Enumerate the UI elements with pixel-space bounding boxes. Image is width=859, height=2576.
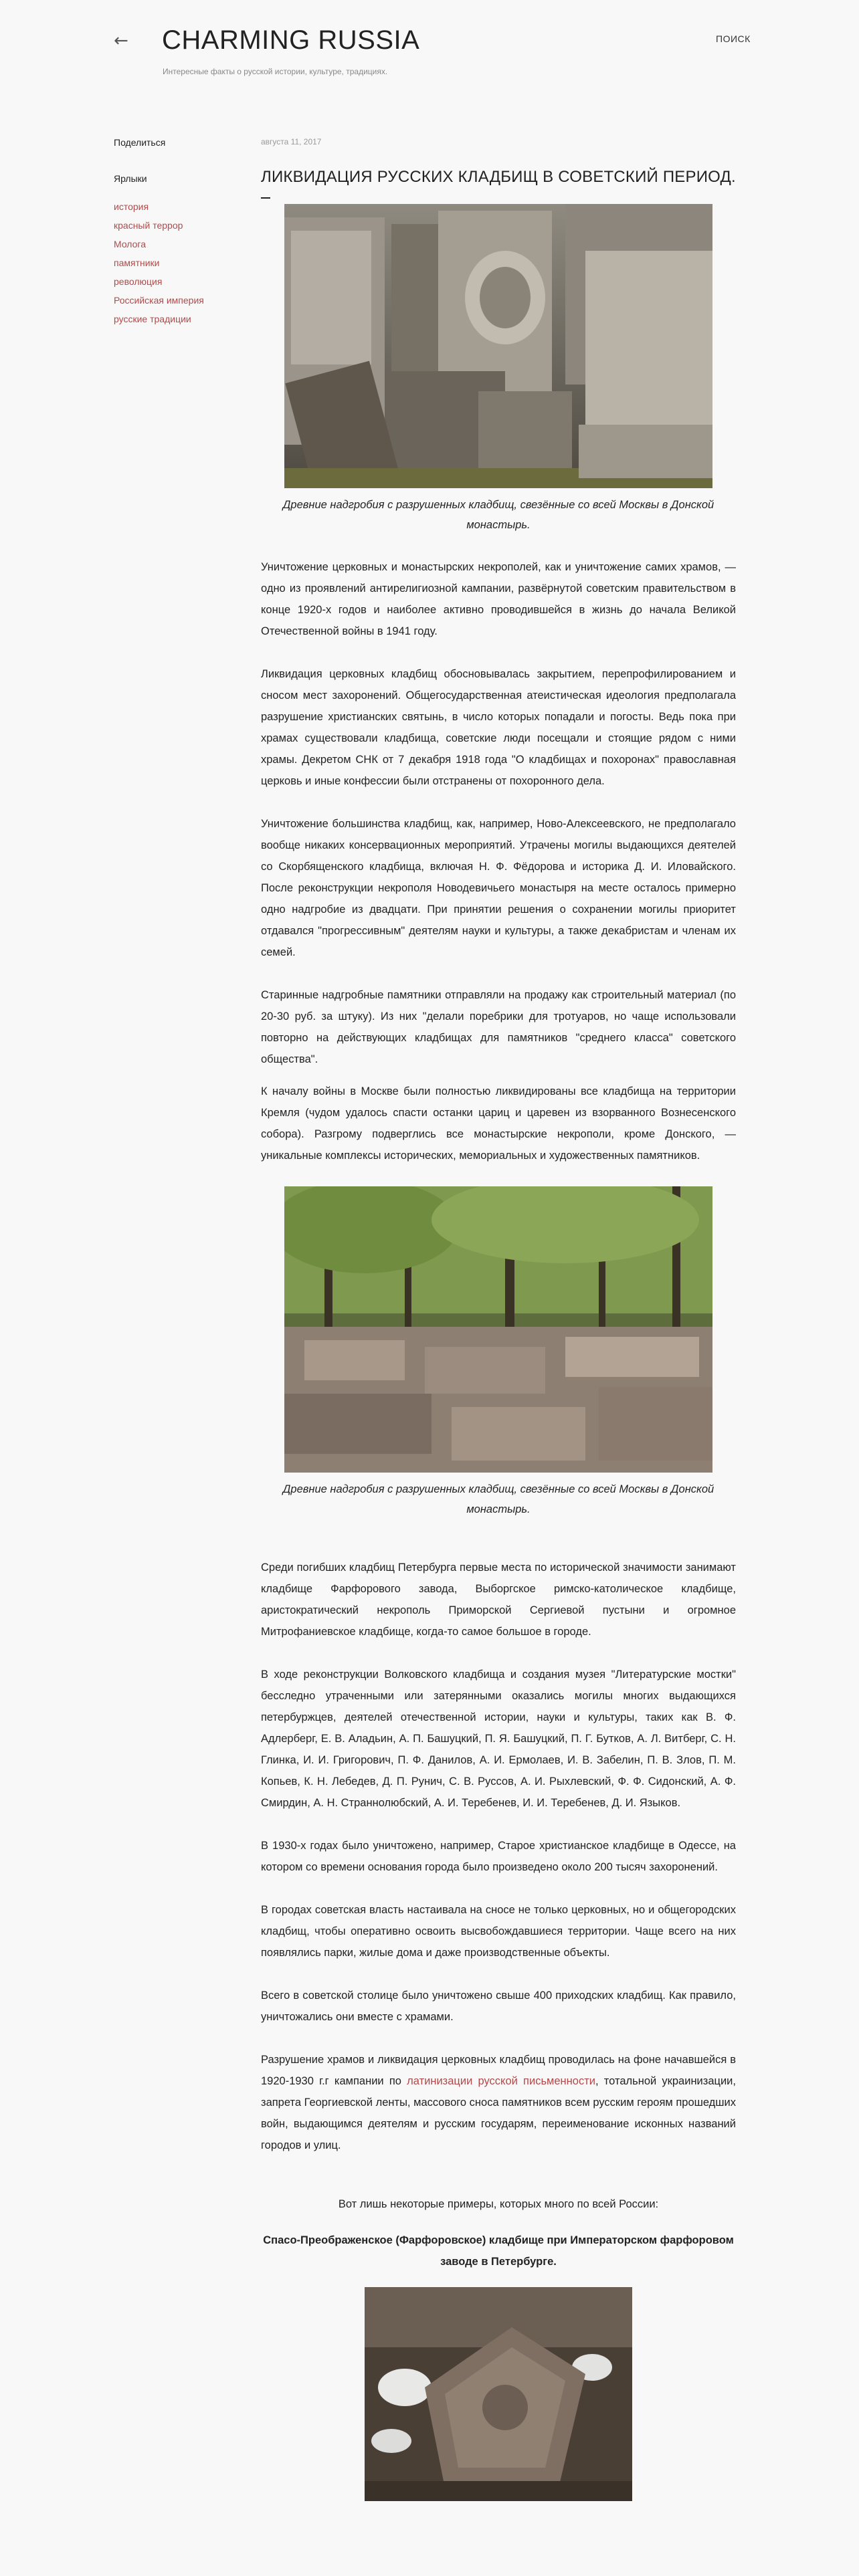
label-list (114, 197, 248, 328)
tombstones-photo-2[interactable] (284, 1186, 712, 1473)
paragraph-text: Разрушение храмов и ликвидация церковных кладбищ проводилась на фоне начавшейся в 1920-1930 г.г кампании по (261, 2054, 736, 2087)
site-title[interactable]: CHARMING RUSSIA (162, 25, 420, 55)
search-button[interactable]: ПОИСК (716, 33, 751, 44)
figure-3 (261, 2287, 736, 2501)
label-link[interactable]: история (114, 201, 149, 212)
paragraph: В ходе реконструкции Волковского кладбища и создания музея "Литературские мостки" бесследно утраченными или затерянными оказались могилы многих выдающихся петербуржцев, деятелей отечественной истории, науки и культуры, таких как В. Ф. Адлерберг, Е. В. Аладьин, А. П. Башуцкий, П. Я. Башуцкий, П. Г. Бутков, А. Л. Витберг, С. Н. Глинка, И. И. Григорович, П. Ф. Данилов, А. И. Ермолаев, И. В. Забелин, П. В. Злов, П. М. Копьев, К. Н. Лебедев, Д. П. Рунич, С. В. Руссов, А. И. Рыхлевский, Ф. Ф. Сидонский, А. Ф. Смирдин, А. Н. Страннолюбский, А. И. Теребенев, И. И. Теребенев, Д. И. Языков. (261, 1669, 736, 1809)
paragraph: Ликвидация церковных кладбищ обосновывалась закрытием, перепрофилированием и сносом мест захоронений. Общегосударственная атеистическая идеология предполагала разрушение христианских святынь, в число которых попадали и погосты. Ведь пока при храмах существовали кладбища, советские люди посещали и стоящие рядом с ними храмы. Декретом СНК от 7 декабря 1918 года "О кладбищах и похоронах" православная церковь и иные конфессии были отстранены от похоронного дела. (261, 668, 736, 787)
paragraph-with-link (261, 2049, 736, 2156)
paragraph: Уничтожение большинства кладбищ, как, например, Ново-Алексеевского, не предполагало вообще никаких консервационных мероприятий. Утрачены могилы выдающихся деятелей со Скорбященского кладбища, включая Н. Ф. Фёдорова и историка Д. И. Иловайского. После реконструкции некрополя Новодевичьего монастыря на месте осталось примерно одно надгробие из двадцати. При принятии решения о сохранении могилы приоритет отдавался "прогрессивным" деятелям науки и культуры, а также декабристам и членам их семей. (261, 818, 736, 958)
sidebar (114, 137, 248, 328)
figure-2 (261, 1186, 736, 1519)
blog-post (261, 137, 736, 2501)
paragraph: Среди погибших кладбищ Петербурга первые места по исторической значимости занимают кладбище Фарфорового завода, Выборгское римско-католическое кладбище, аристократический некрополь Приморской Сергиевой пустыни и огромное Митрофаниевское кладбище, когда-то самое большое в городе. (261, 1562, 736, 1638)
section-heading: Спасо-Преображенское (Фарфоровское) кладбище при Императорском фарфоровом заводе в Петербурге. (263, 2234, 734, 2268)
figure-1 (261, 204, 736, 535)
label-link[interactable]: красный террор (114, 220, 183, 231)
label-link[interactable]: памятники (114, 257, 160, 268)
post-date[interactable]: августа 11, 2017 (261, 137, 322, 146)
paragraph: Всего в советской столице было уничтожено свыше 400 приходских кладбищ. Как правило, уничтожались они вместе с храмами. (261, 1990, 736, 2023)
tombstone-photo-3[interactable] (365, 2287, 632, 2501)
image-caption: Древние надгробия с разрушенных кладбищ, свезённые со всей Москвы в Донской монастырь. (282, 499, 714, 531)
paragraph-text: , тотальной украинизации, запрета Георгиевской ленты, массового сноса памятников всем русским героям прошедших войн, выдающимся деятелям и русским государям, переименование исконных названий городов и улиц. (261, 2075, 736, 2151)
paragraph: В 1930-х годах было уничтожено, например, Старое христианское кладбище в Одессе, на котором со времени основания города было произведено около 200 тысяч захоронений. (261, 1840, 736, 1873)
share-button[interactable]: Поделиться (114, 137, 166, 148)
site-description: Интересные факты о русской истории, культуре, традициях. (163, 67, 388, 76)
tombstones-photo-1[interactable] (284, 204, 712, 488)
paragraph: Старинные надгробные памятники отправляли на продажу как строительный материал (по 20-30 руб. за штуку). Из них "делали поребрики для тротуаров, но чаще использовали повторно на действующих кладбищах для памятников "среднего класса" советского общества". (261, 989, 736, 1065)
paragraph: В городах советская власть настаивала на сносе не только церковных, но и общегородских кладбищ, чтобы оперативно освоить высвобождавшиеся территории. Чаще всего на них появлялись парки, жилые дома и даже производственные объекты. (261, 1904, 736, 1959)
label-link[interactable]: революция (114, 276, 163, 287)
latinization-link[interactable]: латинизации русской письменности (407, 2075, 595, 2087)
image-caption: Древние надгробия с разрушенных кладбищ, свезённые со всей Москвы в Донской монастырь. (282, 1483, 714, 1515)
back-arrow-icon[interactable]: ← (114, 31, 128, 51)
label-link[interactable]: русские традиции (114, 314, 191, 324)
blog-header (0, 0, 859, 94)
paragraph: Уничтожение церковных и монастырских некрополей, как и уничтожение самих храмов, — одно из проявлений антирелигиозной кампании, развёрнутой советским правительством в конце 1920-х годов и наиболее активно проводившейся в жизнь до начала Великой Отечественной войны в 1941 году. (261, 561, 736, 637)
paragraph: К началу войны в Москве были полностью ликвидированы все кладбища на территории Кремля (чудом удалось спасти останки цариц и царевен из взорванного Вознесенского собора). Разгрому подверглись все монастырские некрополи, кроме Донского, — уникальные комплексы исторических, мемориальных и художественных памятников. (261, 1085, 736, 1162)
label-link[interactable]: Российская империя (114, 295, 204, 306)
label-link[interactable]: Молога (114, 239, 146, 249)
post-title: ЛИКВИДАЦИЯ РУССКИХ КЛАДБИЩ В СОВЕТСКИЙ ПЕРИОД. (261, 168, 736, 186)
labels-heading: Ярлыки (114, 173, 147, 184)
examples-intro: Вот лишь некоторые примеры, которых много по всей России: (338, 2198, 659, 2210)
title-divider (261, 197, 270, 199)
